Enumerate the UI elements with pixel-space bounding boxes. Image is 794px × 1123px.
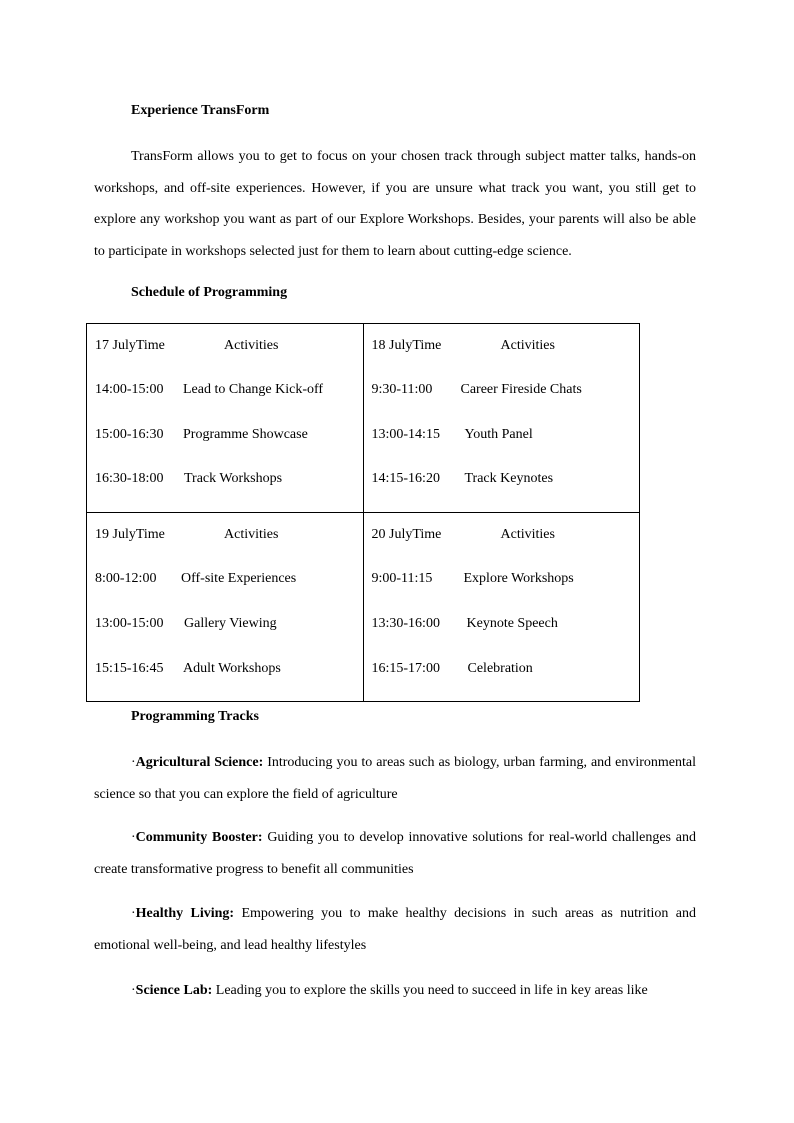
schedule-activity: Off-site Experiences xyxy=(181,571,297,586)
schedule-cell-day-1 xyxy=(87,324,364,513)
schedule-activity: Explore Workshops xyxy=(463,571,574,586)
day-label: 20 JulyTime xyxy=(371,527,442,542)
schedule-time: 15:00-16:30 xyxy=(95,427,164,442)
day-label: 17 JulyTime xyxy=(95,338,165,353)
schedule-time: 16:30-18:00 xyxy=(95,471,164,486)
activities-label: Activities xyxy=(500,527,555,542)
activities-label: Activities xyxy=(224,527,279,542)
schedule-time: 16:15-17:00 xyxy=(371,661,440,676)
tracks-heading: Programming Tracks xyxy=(131,709,259,724)
track-description: Introducing you to areas such as biology, urban farming, and environmental science so that you can explore the field of agriculture xyxy=(94,755,696,802)
track-name: Community Booster: xyxy=(135,830,263,845)
schedule-activity: Track Keynotes xyxy=(464,471,554,486)
track-description: Guiding you to develop innovative solutions for real-world challenges and create transformative progress to benefit all communities xyxy=(94,830,696,877)
schedule-time: 14:00-15:00 xyxy=(95,382,164,397)
schedule-table xyxy=(86,323,640,702)
schedule-time: 9:30-11:00 xyxy=(371,382,433,397)
track-name: Healthy Living: xyxy=(135,906,235,921)
track-name: Science Lab: xyxy=(135,983,213,998)
schedule-time: 13:00-14:15 xyxy=(371,427,440,442)
schedule-activity: Adult Workshops xyxy=(183,661,281,676)
activities-label: Activities xyxy=(500,338,555,353)
schedule-cell-day-4 xyxy=(363,513,640,702)
intro-heading: Experience TransForm xyxy=(131,103,270,118)
schedule-activity: Programme Showcase xyxy=(183,427,308,442)
schedule-heading: Schedule of Programming xyxy=(131,285,288,300)
track-item-community-booster xyxy=(94,822,696,885)
schedule-activity: Gallery Viewing xyxy=(184,616,277,631)
activities-label: Activities xyxy=(224,338,279,353)
track-description: Empowering you to make healthy decisions in such areas as nutrition and emotional well-being, and lead healthy lifestyles xyxy=(94,906,696,953)
schedule-activity: Career Fireside Chats xyxy=(460,382,582,397)
schedule-time: 15:15-16:45 xyxy=(95,661,164,676)
day-label: 18 JulyTime xyxy=(371,338,442,353)
schedule-time: 13:30-16:00 xyxy=(371,616,440,631)
track-item-science-lab xyxy=(94,975,696,1007)
track-description: Leading you to explore the skills you need to succeed in life in key areas like xyxy=(212,983,648,998)
schedule-activity: Lead to Change Kick-off xyxy=(183,382,324,397)
schedule-time: 14:15-16:20 xyxy=(371,471,440,486)
bullet: · xyxy=(131,983,136,998)
intro-paragraph: TransForm allows you to get to focus on your chosen track through subject matter talks, hands-on workshops, and off-site experiences. However, if you are unsure what track you want, you still get to explore any workshop you want as part of our Explore Workshops. Besides, your parents will also be able to participate in workshops selected just for them to learn about cutting-edge science. xyxy=(94,149,696,259)
day-label: 19 JulyTime xyxy=(95,527,165,542)
track-name: Agricultural Science: xyxy=(135,755,264,770)
schedule-time: 13:00-15:00 xyxy=(95,616,164,631)
bullet: · xyxy=(131,755,136,770)
schedule-activity: Track Workshops xyxy=(184,471,283,486)
schedule-activity: Celebration xyxy=(467,661,533,676)
schedule-time: 8:00-12:00 xyxy=(95,571,157,586)
schedule-cell-day-2 xyxy=(363,324,640,513)
bullet: · xyxy=(131,906,136,921)
track-item-healthy-living xyxy=(94,898,696,961)
schedule-activity: Youth Panel xyxy=(464,427,533,442)
schedule-time: 9:00-11:15 xyxy=(371,571,433,586)
bullet: · xyxy=(131,830,136,845)
track-item-agricultural-science xyxy=(94,747,696,810)
schedule-cell-day-3 xyxy=(87,513,364,702)
schedule-activity: Keynote Speech xyxy=(466,616,558,631)
